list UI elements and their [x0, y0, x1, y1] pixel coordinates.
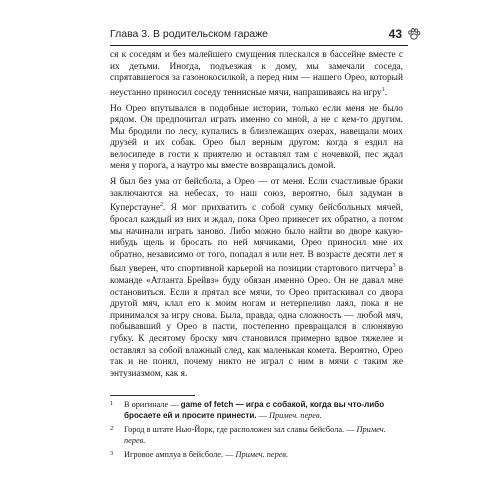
body-text [110, 50, 403, 384]
running-head: Глава 3. В родительском гараже [110, 28, 269, 40]
footnote-note: Примеч. перев. [269, 410, 322, 420]
paragraph-3-text-b: . Я мог прихватить с собой сумку бейсбольных мячей, бросал каждый из них и ждал, пока Орео принесет их обратно, а потом мы начинали играть заново. Либо можно было найти во дворе какую-нибудь щель и бросать по ней мячиками, Орео приносил мне их обратно, независимо от того, попадал я или нет. В возрасте десяти лет я был уверен, что спортивной карьерой на позиции стартового питчера [110, 203, 403, 275]
footnote-number: 3 [110, 450, 114, 458]
paragraph-1 [110, 50, 403, 100]
footnote-term: game of fetch — игра с собакой, когда вы что-либо бросаете ей и просите принести. [124, 400, 385, 420]
footnote-text: Игровое амплуа в бейсболе. [124, 450, 224, 460]
footnote-ref-1: 1 [381, 86, 385, 93]
footnote-rule [110, 395, 195, 396]
paragraph-3-text-a: Я был без ума от бейсбола, а Орео — от меня. Если счастливые браки заключаются на небесах, то наш союз, вероятно, был задуман в Куперстауне [110, 177, 403, 214]
footnote-number: 1 [110, 400, 114, 407]
footnote-separator: — [344, 425, 357, 435]
footnote-ref-2: 2 [160, 202, 164, 209]
footnote-number: 2 [110, 425, 114, 433]
footnote-text: Город в штате Нью-Йорк, где расположен зал славы бейсбола. [124, 425, 345, 435]
footnote-2 [110, 425, 403, 446]
footnote-1 [110, 400, 403, 421]
footnote-note: Примеч. перев. [124, 425, 386, 445]
footnote-separator: — [256, 410, 270, 420]
footnote-ref-3: 3 [392, 263, 396, 270]
footnote-separator: — [223, 450, 236, 460]
page-number: 43 [388, 27, 402, 41]
paragraph-1-text: ся к соседям и без малейшего смущения плескался в бассейне вместе с их детьми. Иногда, подъезжая к дому, мы замечали соседа, спрятавшегося за газонокосилкой, а перед ним — нашего Орео, который неустанно приносил соседу теннисные мячи, напрашиваясь на игру [110, 50, 403, 98]
footnotes [110, 400, 403, 465]
paragraph-3 [110, 177, 403, 380]
paragraph-3-text-c: в команде «Атланта Брейвз» буду обязан именно Орео. Он не давал мне остановиться. Если я прятал все мячи, то Орео притаскивал со двора другой мяч, клал его к моим ногам и нетерпеливо лаял, пока я не принимался за игру снова. Была, правда, одна сложность — любой мяч, побывавший у Орео в пасти, постепенно превращался в слюнявую губку. К десятому броску мяч становился примерно вдвое тяжелее и оставлял за собой влажный след, как маленькая комета. Вероятно, Орео так и не понял, почему никто не играл с ним в мячи с таким же энтузиазмом, как я. [110, 264, 403, 379]
footnote-3 [110, 450, 403, 461]
header-rule [110, 45, 408, 46]
paragraph-1-end: . [384, 87, 387, 98]
footnote-note: Примеч. перев. [235, 450, 289, 460]
footnote-text: В оригинале — [124, 400, 181, 409]
paw-print-icon [406, 26, 422, 42]
page-header [110, 28, 402, 44]
paragraph-2: Но Орео впутывался в подобные истории, только если меня не было рядом. Он предпочитал играть именно со мной, а не с кем-то другим. Мы бродили по лесу, купались в близлежащих озерах, навещали моих друзей и их собак. Орео был верным другом: когда я ездил на велосипеде в гости к приятелю и оставлял там с ночевкой, пес ждал меня у порога, а наутро мы вместе возвращались домой. [110, 103, 403, 172]
